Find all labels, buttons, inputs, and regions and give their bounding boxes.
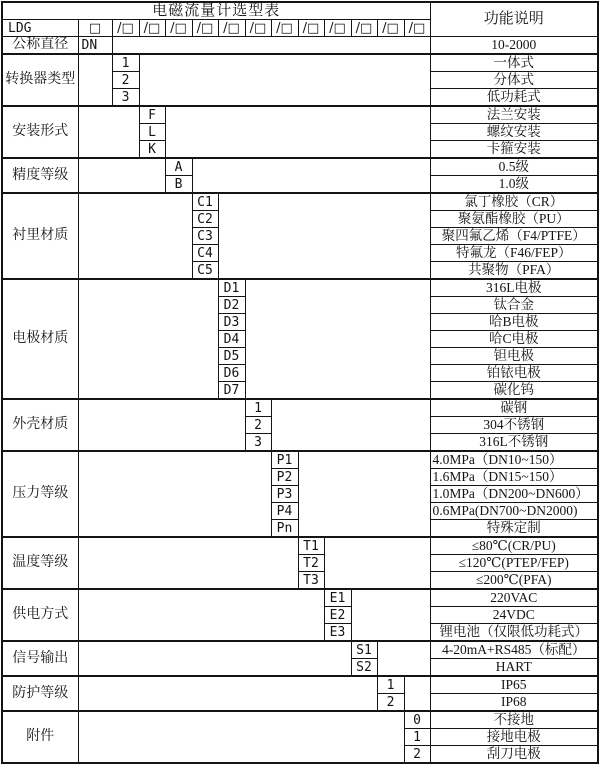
- spacer-cell: [78, 158, 165, 193]
- option-description-cell: 聚氨酯橡胶（PU）: [430, 211, 598, 228]
- option-description-cell: 一体式: [430, 54, 598, 72]
- option-code-cell: A: [165, 158, 192, 176]
- option-code-cell: DN: [78, 37, 112, 55]
- option-code-cell: B: [165, 176, 192, 194]
- option-code-cell: T3: [298, 572, 324, 590]
- spacer-cell: [165, 106, 430, 158]
- option-code-cell: F: [139, 106, 165, 124]
- spacer-cell: [324, 537, 430, 589]
- option-description-cell: 低功耗式: [430, 89, 598, 107]
- option-description-cell: 钽电极: [430, 348, 598, 365]
- option-code-cell: Pn: [271, 520, 298, 538]
- spacer-cell: [78, 399, 245, 451]
- option-code-cell: 0: [404, 711, 430, 729]
- option-description-cell: 316L电极: [430, 279, 598, 297]
- option-description-cell: 哈C电极: [430, 331, 598, 348]
- model-code-box: /□: [324, 20, 351, 37]
- page-title: 电磁流量计选型表: [2, 2, 430, 20]
- option-description-cell: 刮刀电极: [430, 746, 598, 764]
- option-description-cell: 铂铱电极: [430, 365, 598, 382]
- option-code-cell: E1: [324, 589, 351, 607]
- option-code-cell: 3: [245, 434, 271, 452]
- category-label: 精度等级: [2, 158, 78, 193]
- spacer-cell: [112, 37, 430, 55]
- option-code-cell: 1: [404, 729, 430, 746]
- option-code-cell: 2: [112, 72, 139, 89]
- option-description-cell: IP65: [430, 676, 598, 694]
- option-code-cell: 2: [377, 694, 404, 712]
- selection-table-body: [2, 2, 598, 763]
- option-code-cell: D3: [218, 314, 245, 331]
- spacer-cell: [78, 589, 324, 641]
- option-code-cell: L: [139, 124, 165, 141]
- option-code-cell: 1: [245, 399, 271, 417]
- option-code-cell: 3: [112, 89, 139, 107]
- model-code-box: /□: [298, 20, 324, 37]
- option-code-cell: D6: [218, 365, 245, 382]
- option-code-cell: C1: [192, 193, 218, 211]
- spacer-cell: [271, 399, 430, 451]
- option-description-cell: 分体式: [430, 72, 598, 89]
- option-description-cell: 220VAC: [430, 589, 598, 607]
- option-description-cell: 10-2000: [430, 37, 598, 55]
- model-code-box: /□: [139, 20, 165, 37]
- spacer-cell: [192, 158, 430, 193]
- option-code-cell: P4: [271, 503, 298, 520]
- option-code-cell: E3: [324, 624, 351, 642]
- spacer-cell: [245, 279, 430, 399]
- option-code-cell: 1: [377, 676, 404, 694]
- option-code-cell: C3: [192, 228, 218, 245]
- spacer-cell: [78, 711, 404, 763]
- model-code-box: /□: [165, 20, 192, 37]
- option-code-cell: 2: [404, 746, 430, 764]
- option-code-cell: C4: [192, 245, 218, 262]
- category-label: 附件: [2, 711, 78, 763]
- option-description-cell: 氯丁橡胶（CR）: [430, 193, 598, 211]
- option-description-cell: 螺纹安装: [430, 124, 598, 141]
- option-description-cell: 哈B电极: [430, 314, 598, 331]
- option-description-cell: 1.6MPa（DN15~150）: [430, 469, 598, 486]
- category-label: 压力等级: [2, 451, 78, 537]
- model-code-box: /□: [218, 20, 245, 37]
- option-code-cell: S1: [351, 641, 377, 659]
- option-code-cell: T1: [298, 537, 324, 555]
- model-code-box: /□: [351, 20, 377, 37]
- category-label: 安装形式: [2, 106, 78, 158]
- option-description-cell: 接地电极: [430, 729, 598, 746]
- option-description-cell: 碳钢: [430, 399, 598, 417]
- option-description-cell: ≤80℃(CR/PU): [430, 537, 598, 555]
- option-code-cell: D7: [218, 382, 245, 400]
- option-description-cell: 特氟龙（F46/FEP）: [430, 245, 598, 262]
- spacer-cell: [78, 676, 377, 711]
- option-description-cell: 特殊定制: [430, 520, 598, 538]
- option-code-cell: 1: [112, 54, 139, 72]
- option-description-cell: 0.6MPa(DN700~DN2000): [430, 503, 598, 520]
- option-code-cell: K: [139, 141, 165, 159]
- category-label: 转换器类型: [2, 54, 78, 106]
- option-description-cell: 聚四氟乙烯（F4/PTFE）: [430, 228, 598, 245]
- option-description-cell: 4-20mA+RS485（标配）: [430, 641, 598, 659]
- spacer-cell: [78, 279, 218, 399]
- option-code-cell: C2: [192, 211, 218, 228]
- model-code-box: /□: [112, 20, 139, 37]
- model-code-box: □: [78, 20, 112, 37]
- option-code-cell: C5: [192, 262, 218, 280]
- model-code-box: /□: [404, 20, 430, 37]
- category-label: 温度等级: [2, 537, 78, 589]
- category-label: 电极材质: [2, 279, 78, 399]
- category-label: 防护等级: [2, 676, 78, 711]
- option-description-cell: ≤120℃(PTEP/FEP): [430, 555, 598, 572]
- option-code-cell: D1: [218, 279, 245, 297]
- option-code-cell: P1: [271, 451, 298, 469]
- option-description-cell: IP68: [430, 694, 598, 712]
- option-code-cell: S2: [351, 659, 377, 677]
- option-description-cell: 4.0MPa（DN10~150）: [430, 451, 598, 469]
- model-code-box: /□: [377, 20, 404, 37]
- model-code-box: /□: [245, 20, 271, 37]
- category-label: 外壳材质: [2, 399, 78, 451]
- option-code-cell: D2: [218, 297, 245, 314]
- option-description-cell: 24VDC: [430, 607, 598, 624]
- option-description-cell: 锂电池（仅限低功耗式）: [430, 624, 598, 642]
- spacer-cell: [377, 641, 430, 676]
- option-code-cell: T2: [298, 555, 324, 572]
- model-prefix-cell: LDG: [2, 20, 78, 37]
- category-label: 信号输出: [2, 641, 78, 676]
- option-code-cell: 2: [245, 417, 271, 434]
- model-code-box: /□: [192, 20, 218, 37]
- spacer-cell: [78, 641, 351, 676]
- option-code-cell: E2: [324, 607, 351, 624]
- selection-table: [1, 1, 599, 764]
- option-description-cell: 0.5级: [430, 158, 598, 176]
- spacer-cell: [78, 537, 298, 589]
- spacer-cell: [218, 193, 430, 279]
- category-label: 供电方式: [2, 589, 78, 641]
- function-description-header: 功能说明: [430, 2, 598, 37]
- spacer-cell: [139, 54, 430, 106]
- option-description-cell: 碳化钨: [430, 382, 598, 400]
- spacer-cell: [351, 589, 430, 641]
- option-description-cell: 1.0级: [430, 176, 598, 194]
- option-description-cell: ≤200℃(PFA): [430, 572, 598, 590]
- option-description-cell: 1.0MPa（DN200~DN600）: [430, 486, 598, 503]
- option-description-cell: 共聚物（PFA）: [430, 262, 598, 280]
- spacer-cell: [298, 451, 430, 537]
- option-code-cell: P3: [271, 486, 298, 503]
- category-label: 公称直径: [2, 37, 78, 55]
- option-code-cell: P2: [271, 469, 298, 486]
- spacer-cell: [78, 193, 192, 279]
- category-label: 衬里材质: [2, 193, 78, 279]
- option-code-cell: D4: [218, 331, 245, 348]
- option-description-cell: 304不锈钢: [430, 417, 598, 434]
- option-code-cell: D5: [218, 348, 245, 365]
- spacer-cell: [78, 54, 112, 106]
- spacer-cell: [404, 676, 430, 711]
- spacer-cell: [78, 451, 271, 537]
- spacer-cell: [78, 106, 139, 158]
- option-description-cell: 316L不锈钢: [430, 434, 598, 452]
- option-description-cell: HART: [430, 659, 598, 677]
- option-description-cell: 卡箍安装: [430, 141, 598, 159]
- option-description-cell: 钛合金: [430, 297, 598, 314]
- model-code-box: /□: [271, 20, 298, 37]
- option-description-cell: 法兰安装: [430, 106, 598, 124]
- option-description-cell: 不接地: [430, 711, 598, 729]
